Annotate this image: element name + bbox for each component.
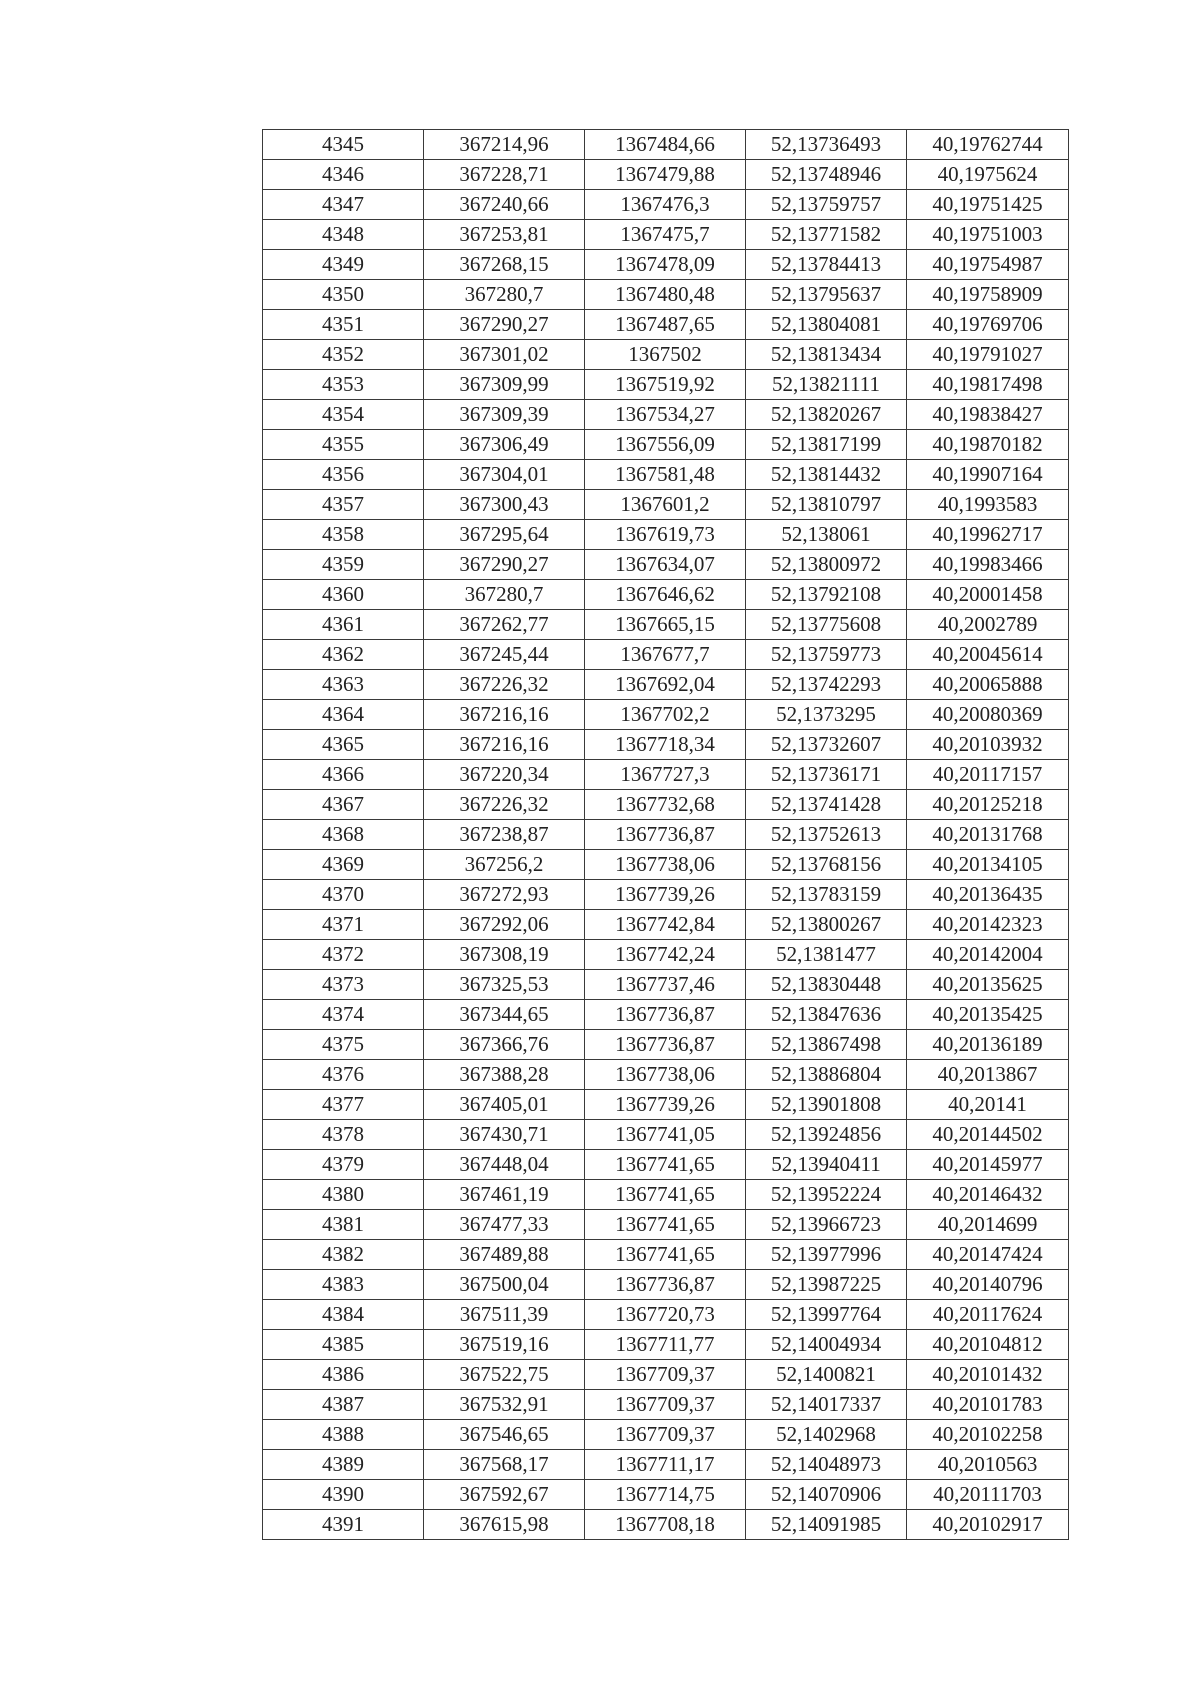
x-coordinate-cell: 367292,06 — [424, 910, 585, 940]
point-number-cell: 4364 — [263, 700, 424, 730]
latitude-cell: 52,138061 — [746, 520, 907, 550]
longitude-cell: 40,19751003 — [907, 220, 1069, 250]
y-coordinate-cell: 1367476,3 — [585, 190, 746, 220]
table-row — [263, 130, 1069, 160]
x-coordinate-cell: 367522,75 — [424, 1360, 585, 1390]
longitude-cell: 40,20142004 — [907, 940, 1069, 970]
table-row — [263, 1150, 1069, 1180]
table-row — [263, 310, 1069, 340]
point-number-cell: 4381 — [263, 1210, 424, 1240]
y-coordinate-cell: 1367665,15 — [585, 610, 746, 640]
point-number-cell: 4362 — [263, 640, 424, 670]
y-coordinate-cell: 1367741,65 — [585, 1180, 746, 1210]
x-coordinate-cell: 367216,16 — [424, 730, 585, 760]
table-row — [263, 1480, 1069, 1510]
x-coordinate-cell: 367308,19 — [424, 940, 585, 970]
table-row — [263, 340, 1069, 370]
table-row — [263, 730, 1069, 760]
latitude-cell: 52,13977996 — [746, 1240, 907, 1270]
point-number-cell: 4346 — [263, 160, 424, 190]
y-coordinate-cell: 1367742,84 — [585, 910, 746, 940]
y-coordinate-cell: 1367736,87 — [585, 1030, 746, 1060]
point-number-cell: 4384 — [263, 1300, 424, 1330]
table-row — [263, 700, 1069, 730]
longitude-cell: 40,19817498 — [907, 370, 1069, 400]
longitude-cell: 40,19751425 — [907, 190, 1069, 220]
table-row — [263, 430, 1069, 460]
latitude-cell: 52,13732607 — [746, 730, 907, 760]
table-row — [263, 250, 1069, 280]
longitude-cell: 40,20101432 — [907, 1360, 1069, 1390]
x-coordinate-cell: 367532,91 — [424, 1390, 585, 1420]
x-coordinate-cell: 367489,88 — [424, 1240, 585, 1270]
latitude-cell: 52,13804081 — [746, 310, 907, 340]
y-coordinate-cell: 1367601,2 — [585, 490, 746, 520]
point-number-cell: 4388 — [263, 1420, 424, 1450]
x-coordinate-cell: 367301,02 — [424, 340, 585, 370]
table-row — [263, 190, 1069, 220]
latitude-cell: 52,14070906 — [746, 1480, 907, 1510]
latitude-cell: 52,13830448 — [746, 970, 907, 1000]
x-coordinate-cell: 367430,71 — [424, 1120, 585, 1150]
point-number-cell: 4361 — [263, 610, 424, 640]
latitude-cell: 52,13820267 — [746, 400, 907, 430]
x-coordinate-cell: 367228,71 — [424, 160, 585, 190]
x-coordinate-cell: 367304,01 — [424, 460, 585, 490]
y-coordinate-cell: 1367736,87 — [585, 1270, 746, 1300]
y-coordinate-cell: 1367736,87 — [585, 820, 746, 850]
x-coordinate-cell: 367256,2 — [424, 850, 585, 880]
longitude-cell: 40,19762744 — [907, 130, 1069, 160]
longitude-cell: 40,20117624 — [907, 1300, 1069, 1330]
x-coordinate-cell: 367300,43 — [424, 490, 585, 520]
latitude-cell: 52,13813434 — [746, 340, 907, 370]
latitude-cell: 52,14048973 — [746, 1450, 907, 1480]
latitude-cell: 52,13901808 — [746, 1090, 907, 1120]
point-number-cell: 4386 — [263, 1360, 424, 1390]
table-row — [263, 1000, 1069, 1030]
longitude-cell: 40,20141 — [907, 1090, 1069, 1120]
latitude-cell: 52,13742293 — [746, 670, 907, 700]
latitude-cell: 52,13771582 — [746, 220, 907, 250]
point-number-cell: 4379 — [263, 1150, 424, 1180]
latitude-cell: 52,1402968 — [746, 1420, 907, 1450]
longitude-cell: 40,2014699 — [907, 1210, 1069, 1240]
latitude-cell: 52,13775608 — [746, 610, 907, 640]
x-coordinate-cell: 367461,19 — [424, 1180, 585, 1210]
point-number-cell: 4376 — [263, 1060, 424, 1090]
longitude-cell: 40,20111703 — [907, 1480, 1069, 1510]
y-coordinate-cell: 1367738,06 — [585, 850, 746, 880]
longitude-cell: 40,20147424 — [907, 1240, 1069, 1270]
x-coordinate-cell: 367268,15 — [424, 250, 585, 280]
latitude-cell: 52,13736171 — [746, 760, 907, 790]
longitude-cell: 40,20104812 — [907, 1330, 1069, 1360]
table-row — [263, 280, 1069, 310]
point-number-cell: 4369 — [263, 850, 424, 880]
table-row — [263, 370, 1069, 400]
y-coordinate-cell: 1367487,65 — [585, 310, 746, 340]
x-coordinate-cell: 367272,93 — [424, 880, 585, 910]
x-coordinate-cell: 367226,32 — [424, 790, 585, 820]
x-coordinate-cell: 367500,04 — [424, 1270, 585, 1300]
y-coordinate-cell: 1367737,46 — [585, 970, 746, 1000]
table-row — [263, 580, 1069, 610]
point-number-cell: 4354 — [263, 400, 424, 430]
x-coordinate-cell: 367344,65 — [424, 1000, 585, 1030]
table-row — [263, 970, 1069, 1000]
table-row — [263, 1360, 1069, 1390]
table-row — [263, 670, 1069, 700]
table-row — [263, 1240, 1069, 1270]
point-number-cell: 4373 — [263, 970, 424, 1000]
table-row — [263, 610, 1069, 640]
y-coordinate-cell: 1367741,65 — [585, 1210, 746, 1240]
table-row — [263, 1030, 1069, 1060]
latitude-cell: 52,13997764 — [746, 1300, 907, 1330]
latitude-cell: 52,13867498 — [746, 1030, 907, 1060]
point-number-cell: 4355 — [263, 430, 424, 460]
longitude-cell: 40,1975624 — [907, 160, 1069, 190]
x-coordinate-cell: 367519,16 — [424, 1330, 585, 1360]
y-coordinate-cell: 1367677,7 — [585, 640, 746, 670]
longitude-cell: 40,20103932 — [907, 730, 1069, 760]
y-coordinate-cell: 1367484,66 — [585, 130, 746, 160]
point-number-cell: 4348 — [263, 220, 424, 250]
latitude-cell: 52,13817199 — [746, 430, 907, 460]
point-number-cell: 4366 — [263, 760, 424, 790]
y-coordinate-cell: 1367739,26 — [585, 1090, 746, 1120]
table-row — [263, 1270, 1069, 1300]
longitude-cell: 40,20045614 — [907, 640, 1069, 670]
x-coordinate-cell: 367592,67 — [424, 1480, 585, 1510]
longitude-cell: 40,20145977 — [907, 1150, 1069, 1180]
longitude-cell: 40,19870182 — [907, 430, 1069, 460]
longitude-cell: 40,2002789 — [907, 610, 1069, 640]
x-coordinate-cell: 367325,53 — [424, 970, 585, 1000]
latitude-cell: 52,13847636 — [746, 1000, 907, 1030]
longitude-cell: 40,20131768 — [907, 820, 1069, 850]
x-coordinate-cell: 367216,16 — [424, 700, 585, 730]
latitude-cell: 52,13952224 — [746, 1180, 907, 1210]
y-coordinate-cell: 1367692,04 — [585, 670, 746, 700]
point-number-cell: 4385 — [263, 1330, 424, 1360]
latitude-cell: 52,13768156 — [746, 850, 907, 880]
y-coordinate-cell: 1367739,26 — [585, 880, 746, 910]
table-row — [263, 550, 1069, 580]
latitude-cell: 52,13987225 — [746, 1270, 907, 1300]
longitude-cell: 40,19791027 — [907, 340, 1069, 370]
point-number-cell: 4383 — [263, 1270, 424, 1300]
x-coordinate-cell: 367615,98 — [424, 1510, 585, 1540]
table-row — [263, 1330, 1069, 1360]
longitude-cell: 40,19758909 — [907, 280, 1069, 310]
point-number-cell: 4357 — [263, 490, 424, 520]
x-coordinate-cell: 367220,34 — [424, 760, 585, 790]
table-row — [263, 880, 1069, 910]
latitude-cell: 52,13759757 — [746, 190, 907, 220]
latitude-cell: 52,13752613 — [746, 820, 907, 850]
table-row — [263, 1060, 1069, 1090]
latitude-cell: 52,13736493 — [746, 130, 907, 160]
y-coordinate-cell: 1367619,73 — [585, 520, 746, 550]
latitude-cell: 52,13792108 — [746, 580, 907, 610]
x-coordinate-cell: 367309,99 — [424, 370, 585, 400]
latitude-cell: 52,13886804 — [746, 1060, 907, 1090]
longitude-cell: 40,20102917 — [907, 1510, 1069, 1540]
point-number-cell: 4372 — [263, 940, 424, 970]
table-row — [263, 1420, 1069, 1450]
table-row — [263, 1300, 1069, 1330]
x-coordinate-cell: 367280,7 — [424, 280, 585, 310]
latitude-cell: 52,13795637 — [746, 280, 907, 310]
point-number-cell: 4351 — [263, 310, 424, 340]
longitude-cell: 40,20144502 — [907, 1120, 1069, 1150]
longitude-cell: 40,20136189 — [907, 1030, 1069, 1060]
y-coordinate-cell: 1367646,62 — [585, 580, 746, 610]
longitude-cell: 40,20135625 — [907, 970, 1069, 1000]
y-coordinate-cell: 1367727,3 — [585, 760, 746, 790]
table-row — [263, 1210, 1069, 1240]
longitude-cell: 40,20142323 — [907, 910, 1069, 940]
x-coordinate-cell: 367388,28 — [424, 1060, 585, 1090]
table-row — [263, 220, 1069, 250]
longitude-cell: 40,20134105 — [907, 850, 1069, 880]
point-number-cell: 4356 — [263, 460, 424, 490]
y-coordinate-cell: 1367741,65 — [585, 1240, 746, 1270]
longitude-cell: 40,19962717 — [907, 520, 1069, 550]
latitude-cell: 52,14017337 — [746, 1390, 907, 1420]
table-row — [263, 790, 1069, 820]
point-number-cell: 4371 — [263, 910, 424, 940]
x-coordinate-cell: 367448,04 — [424, 1150, 585, 1180]
latitude-cell: 52,1400821 — [746, 1360, 907, 1390]
latitude-cell: 52,13748946 — [746, 160, 907, 190]
point-number-cell: 4347 — [263, 190, 424, 220]
point-number-cell: 4345 — [263, 130, 424, 160]
latitude-cell: 52,13800267 — [746, 910, 907, 940]
longitude-cell: 40,20136435 — [907, 880, 1069, 910]
longitude-cell: 40,20101783 — [907, 1390, 1069, 1420]
x-coordinate-cell: 367238,87 — [424, 820, 585, 850]
latitude-cell: 52,14091985 — [746, 1510, 907, 1540]
point-number-cell: 4353 — [263, 370, 424, 400]
point-number-cell: 4370 — [263, 880, 424, 910]
longitude-cell: 40,19907164 — [907, 460, 1069, 490]
longitude-cell: 40,19838427 — [907, 400, 1069, 430]
table-row — [263, 1090, 1069, 1120]
longitude-cell: 40,2013867 — [907, 1060, 1069, 1090]
longitude-cell: 40,20001458 — [907, 580, 1069, 610]
coordinates-table — [262, 129, 1069, 1540]
longitude-cell: 40,19769706 — [907, 310, 1069, 340]
latitude-cell: 52,13741428 — [746, 790, 907, 820]
y-coordinate-cell: 1367711,17 — [585, 1450, 746, 1480]
table-row — [263, 1180, 1069, 1210]
y-coordinate-cell: 1367738,06 — [585, 1060, 746, 1090]
table-row — [263, 940, 1069, 970]
point-number-cell: 4377 — [263, 1090, 424, 1120]
table-row — [263, 1510, 1069, 1540]
table-row — [263, 850, 1069, 880]
longitude-cell: 40,20102258 — [907, 1420, 1069, 1450]
point-number-cell: 4390 — [263, 1480, 424, 1510]
y-coordinate-cell: 1367720,73 — [585, 1300, 746, 1330]
point-number-cell: 4382 — [263, 1240, 424, 1270]
y-coordinate-cell: 1367502 — [585, 340, 746, 370]
table-row — [263, 160, 1069, 190]
point-number-cell: 4391 — [263, 1510, 424, 1540]
y-coordinate-cell: 1367741,65 — [585, 1150, 746, 1180]
latitude-cell: 52,13814432 — [746, 460, 907, 490]
point-number-cell: 4365 — [263, 730, 424, 760]
latitude-cell: 52,13784413 — [746, 250, 907, 280]
latitude-cell: 52,14004934 — [746, 1330, 907, 1360]
longitude-cell: 40,20140796 — [907, 1270, 1069, 1300]
y-coordinate-cell: 1367709,37 — [585, 1360, 746, 1390]
y-coordinate-cell: 1367741,05 — [585, 1120, 746, 1150]
y-coordinate-cell: 1367478,09 — [585, 250, 746, 280]
point-number-cell: 4358 — [263, 520, 424, 550]
point-number-cell: 4352 — [263, 340, 424, 370]
x-coordinate-cell: 367253,81 — [424, 220, 585, 250]
y-coordinate-cell: 1367475,7 — [585, 220, 746, 250]
x-coordinate-cell: 367262,77 — [424, 610, 585, 640]
point-number-cell: 4389 — [263, 1450, 424, 1480]
y-coordinate-cell: 1367581,48 — [585, 460, 746, 490]
latitude-cell: 52,13940411 — [746, 1150, 907, 1180]
latitude-cell: 52,13810797 — [746, 490, 907, 520]
longitude-cell: 40,20065888 — [907, 670, 1069, 700]
latitude-cell: 52,13783159 — [746, 880, 907, 910]
y-coordinate-cell: 1367634,07 — [585, 550, 746, 580]
longitude-cell: 40,20080369 — [907, 700, 1069, 730]
latitude-cell: 52,1381477 — [746, 940, 907, 970]
point-number-cell: 4375 — [263, 1030, 424, 1060]
point-number-cell: 4380 — [263, 1180, 424, 1210]
latitude-cell: 52,13966723 — [746, 1210, 907, 1240]
table-row — [263, 1390, 1069, 1420]
point-number-cell: 4350 — [263, 280, 424, 310]
x-coordinate-cell: 367546,65 — [424, 1420, 585, 1450]
y-coordinate-cell: 1367479,88 — [585, 160, 746, 190]
x-coordinate-cell: 367295,64 — [424, 520, 585, 550]
table-row — [263, 460, 1069, 490]
table-row — [263, 490, 1069, 520]
table-row — [263, 760, 1069, 790]
coordinates-table-body — [263, 130, 1069, 1540]
y-coordinate-cell: 1367718,34 — [585, 730, 746, 760]
x-coordinate-cell: 367405,01 — [424, 1090, 585, 1120]
table-row — [263, 520, 1069, 550]
y-coordinate-cell: 1367702,2 — [585, 700, 746, 730]
point-number-cell: 4367 — [263, 790, 424, 820]
longitude-cell: 40,20135425 — [907, 1000, 1069, 1030]
x-coordinate-cell: 367568,17 — [424, 1450, 585, 1480]
longitude-cell: 40,2010563 — [907, 1450, 1069, 1480]
table-row — [263, 820, 1069, 850]
longitude-cell: 40,19983466 — [907, 550, 1069, 580]
y-coordinate-cell: 1367708,18 — [585, 1510, 746, 1540]
y-coordinate-cell: 1367709,37 — [585, 1390, 746, 1420]
table-row — [263, 1120, 1069, 1150]
y-coordinate-cell: 1367711,77 — [585, 1330, 746, 1360]
y-coordinate-cell: 1367519,92 — [585, 370, 746, 400]
latitude-cell: 52,13821111 — [746, 370, 907, 400]
latitude-cell: 52,13800972 — [746, 550, 907, 580]
longitude-cell: 40,1993583 — [907, 490, 1069, 520]
table-row — [263, 400, 1069, 430]
x-coordinate-cell: 367290,27 — [424, 550, 585, 580]
x-coordinate-cell: 367226,32 — [424, 670, 585, 700]
point-number-cell: 4359 — [263, 550, 424, 580]
latitude-cell: 52,1373295 — [746, 700, 907, 730]
x-coordinate-cell: 367245,44 — [424, 640, 585, 670]
longitude-cell: 40,20125218 — [907, 790, 1069, 820]
table-row — [263, 1450, 1069, 1480]
y-coordinate-cell: 1367732,68 — [585, 790, 746, 820]
longitude-cell: 40,20117157 — [907, 760, 1069, 790]
point-number-cell: 4387 — [263, 1390, 424, 1420]
point-number-cell: 4378 — [263, 1120, 424, 1150]
longitude-cell: 40,19754987 — [907, 250, 1069, 280]
x-coordinate-cell: 367290,27 — [424, 310, 585, 340]
table-row — [263, 910, 1069, 940]
table-row — [263, 640, 1069, 670]
x-coordinate-cell: 367309,39 — [424, 400, 585, 430]
y-coordinate-cell: 1367534,27 — [585, 400, 746, 430]
point-number-cell: 4374 — [263, 1000, 424, 1030]
y-coordinate-cell: 1367714,75 — [585, 1480, 746, 1510]
point-number-cell: 4363 — [263, 670, 424, 700]
point-number-cell: 4368 — [263, 820, 424, 850]
x-coordinate-cell: 367366,76 — [424, 1030, 585, 1060]
x-coordinate-cell: 367511,39 — [424, 1300, 585, 1330]
point-number-cell: 4349 — [263, 250, 424, 280]
y-coordinate-cell: 1367480,48 — [585, 280, 746, 310]
latitude-cell: 52,13759773 — [746, 640, 907, 670]
x-coordinate-cell: 367214,96 — [424, 130, 585, 160]
x-coordinate-cell: 367477,33 — [424, 1210, 585, 1240]
y-coordinate-cell: 1367556,09 — [585, 430, 746, 460]
y-coordinate-cell: 1367709,37 — [585, 1420, 746, 1450]
point-number-cell: 4360 — [263, 580, 424, 610]
y-coordinate-cell: 1367736,87 — [585, 1000, 746, 1030]
x-coordinate-cell: 367306,49 — [424, 430, 585, 460]
x-coordinate-cell: 367240,66 — [424, 190, 585, 220]
x-coordinate-cell: 367280,7 — [424, 580, 585, 610]
latitude-cell: 52,13924856 — [746, 1120, 907, 1150]
y-coordinate-cell: 1367742,24 — [585, 940, 746, 970]
longitude-cell: 40,20146432 — [907, 1180, 1069, 1210]
